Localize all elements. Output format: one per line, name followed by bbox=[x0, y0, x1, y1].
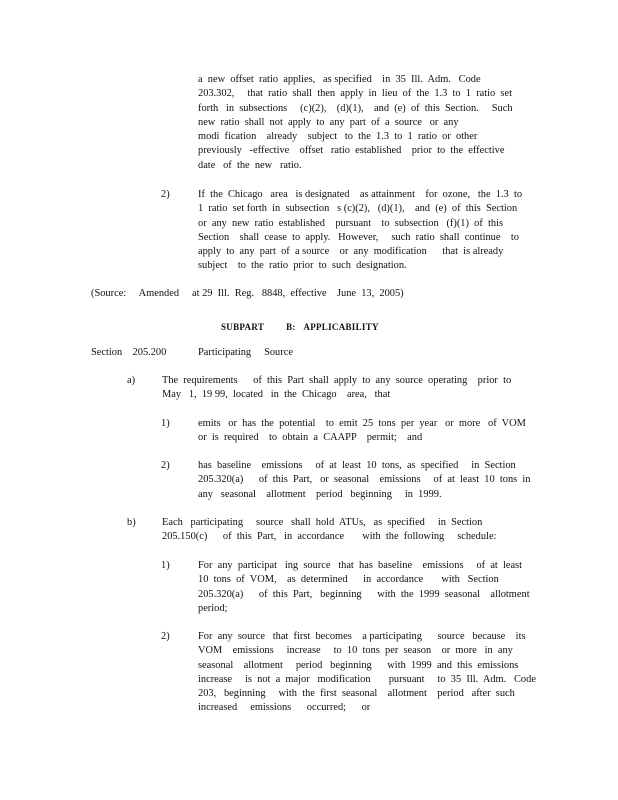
text-line: 205.320(a) of this Part, or seasonal emissions of at least 10 tons in bbox=[198, 474, 531, 486]
continuation-paragraph bbox=[198, 73, 513, 173]
text-line: For any participat ing source that has baseline emissions of at least bbox=[198, 560, 523, 571]
source-note-text: (Source: Amended at 29 Ill. Reg. 8848, effective June 13, 2005) bbox=[91, 288, 404, 299]
item-a-marker: a) bbox=[127, 375, 136, 386]
text-line: any seasonal allotment period beginning in 1999. bbox=[198, 488, 442, 500]
item-b2-marker: 2) bbox=[161, 631, 170, 642]
item-b-paragraph bbox=[162, 516, 496, 545]
text-line: forth in subsections (c)(2), (d)(1), and (e) of this Section. Such bbox=[198, 102, 513, 114]
text-line: For any source that first becomes a participating source because its bbox=[198, 631, 526, 642]
section-title: Participating Source bbox=[198, 347, 293, 358]
text-line: 10 tons of VOM, as determined in accordance with Section bbox=[198, 574, 499, 586]
item-a1-paragraph bbox=[198, 417, 526, 446]
text-line: May 1, 19 99, located in the Chicago area, that bbox=[162, 389, 391, 401]
text-line: a new offset ratio applies, as specified in 35 Ill. Adm. Code bbox=[198, 74, 481, 85]
item-b2-paragraph bbox=[198, 630, 536, 716]
text-line: 203, beginning with the first seasonal allotment period after such bbox=[198, 688, 515, 700]
item-b-marker: b) bbox=[127, 517, 136, 528]
text-line: increase is not a major modification pursuant to 35 Ill. Adm. Code bbox=[198, 673, 536, 685]
text-line: date of the new ratio. bbox=[198, 159, 302, 171]
item-b1-paragraph bbox=[198, 559, 530, 616]
text-line: emits or has the potential to emit 25 tons per year or more of VOM bbox=[198, 418, 526, 429]
text-line: The requirements of this Part shall apply to any source operating prior to bbox=[162, 375, 512, 386]
section-number: Section 205.200 bbox=[91, 347, 167, 358]
subpart-label: SUBPART bbox=[221, 322, 265, 332]
text-line: or any new ratio established pursuant to subsection (f)(1) of this bbox=[198, 217, 504, 229]
item-b1-marker: 1) bbox=[161, 560, 170, 571]
text-line: seasonal allotment period beginning with 1999 and this emissions bbox=[198, 659, 519, 671]
source-note bbox=[91, 287, 404, 301]
item-a2-marker: 2) bbox=[161, 460, 170, 471]
text-line: subject to the ratio prior to such designation. bbox=[198, 260, 407, 272]
text-line: has baseline emissions of at least 10 tons, as specified in Section bbox=[198, 460, 516, 471]
item-2-marker: 2) bbox=[161, 189, 170, 200]
item-a1-marker: 1) bbox=[161, 418, 170, 429]
text-line: Section shall cease to apply. However, such ratio shall continue to bbox=[198, 231, 519, 243]
item-a-paragraph bbox=[162, 374, 511, 403]
subpart-title: APPLICABILITY bbox=[303, 322, 379, 332]
text-line: apply to any part of a source or any modification that is already bbox=[198, 246, 504, 258]
item-2-paragraph bbox=[198, 188, 522, 274]
subpart-letter: B: bbox=[286, 322, 296, 332]
item-a2-paragraph bbox=[198, 459, 530, 502]
text-line: period; bbox=[198, 602, 228, 614]
section-heading bbox=[91, 346, 166, 360]
text-line: 1 ratio set forth in subsection s (c)(2), (d)(1), and (e) of this Section bbox=[198, 203, 518, 215]
text-line: or is required to obtain a CAAPP permit; and bbox=[198, 432, 423, 444]
text-line: Each participating source shall hold ATUs, as specified in Section bbox=[162, 517, 483, 528]
text-line: VOM emissions increase to 10 tons per season or more in any bbox=[198, 645, 513, 657]
text-line: If the Chicago area is designated as attainment for ozone, the 1.3 to bbox=[198, 189, 523, 200]
subpart-heading bbox=[221, 320, 379, 334]
text-line: previously -effective offset ratio established prior to the effective bbox=[198, 145, 505, 157]
text-line: 203.302, that ratio shall then apply in lieu of the 1.3 to 1 ratio set bbox=[198, 88, 512, 100]
text-line: 205.320(a) of this Part, beginning with the 1999 seasonal allotment bbox=[198, 588, 530, 600]
text-line: modi fication already subject to the 1.3 to 1 ratio or other bbox=[198, 131, 478, 143]
text-line: new ratio shall not apply to any part of a source or any bbox=[198, 116, 459, 128]
text-line: 205.150(c) of this Part, in accordance with the following schedule: bbox=[162, 531, 497, 543]
text-line: increased emissions occurred; or bbox=[198, 702, 371, 714]
